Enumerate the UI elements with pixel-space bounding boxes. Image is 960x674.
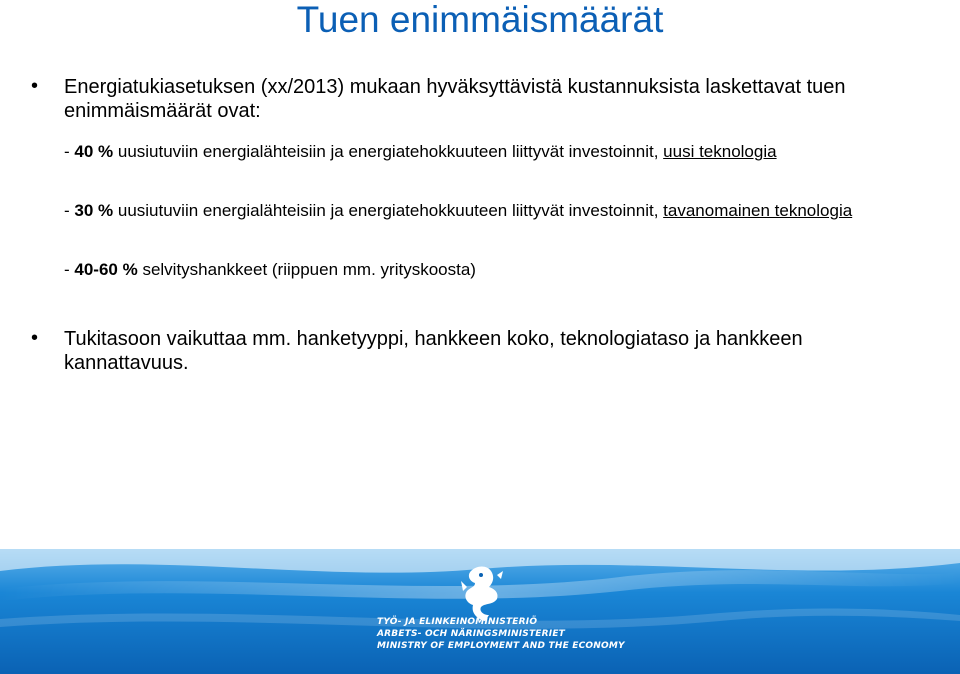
slide-title: Tuen enimmäismäärät bbox=[296, 0, 664, 40]
sub-item-prefix: - bbox=[64, 260, 75, 279]
bullet-icon: • bbox=[31, 75, 39, 97]
sub-item-percent: 40-60 % bbox=[74, 260, 138, 279]
bullet-item-2 bbox=[22, 327, 922, 375]
sub-item-prefix: - bbox=[64, 201, 75, 220]
sub-item-percent: 30 % bbox=[74, 201, 114, 220]
sub-item-prefix: - bbox=[64, 142, 75, 161]
bullet-text-2: Tukitasoon vaikuttaa mm. hanketyyppi, hankkeen koko, teknologiataso ja hankkeen kannattavuus. bbox=[64, 328, 803, 374]
bullet-item-1 bbox=[22, 75, 922, 123]
sub-item-underlined: uusi teknologia bbox=[663, 142, 777, 161]
footer-ministry-en: MINISTRY OF EMPLOYMENT AND THE ECONOMY bbox=[377, 641, 625, 651]
footer-ministry-sv: ARBETS- OCH NÄRINGSMINISTERIET bbox=[377, 629, 566, 639]
bullet-icon: • bbox=[31, 327, 39, 349]
sub-item-text: selvityshankkeet (riippuen mm. yrityskoosta) bbox=[137, 260, 476, 279]
sub-item-percent: 40 % bbox=[74, 142, 114, 161]
sub-item-40-60 bbox=[64, 258, 884, 281]
sub-item-underlined: tavanomainen teknologia bbox=[663, 201, 853, 220]
sub-item-40 bbox=[64, 140, 884, 163]
sub-item-text: uusiutuviin energialähteisiin ja energiatehokkuuteen liittyvät investoinnit, bbox=[113, 142, 664, 161]
footer-band bbox=[0, 549, 960, 674]
sub-item-30 bbox=[64, 199, 884, 222]
sub-item-text: uusiutuviin energialähteisiin ja energiatehokkuuteen liittyvät investoinnit, bbox=[113, 201, 664, 220]
bullet-text-1: Energiatukiasetuksen (xx/2013) mukaan hyväksyttävistä kustannuksista laskettavat tuen enimmäismäärät ovat: bbox=[64, 76, 846, 122]
footer-ministry-fi: TYÖ- JA ELINKEINOMINISTERIÖ bbox=[377, 617, 538, 627]
